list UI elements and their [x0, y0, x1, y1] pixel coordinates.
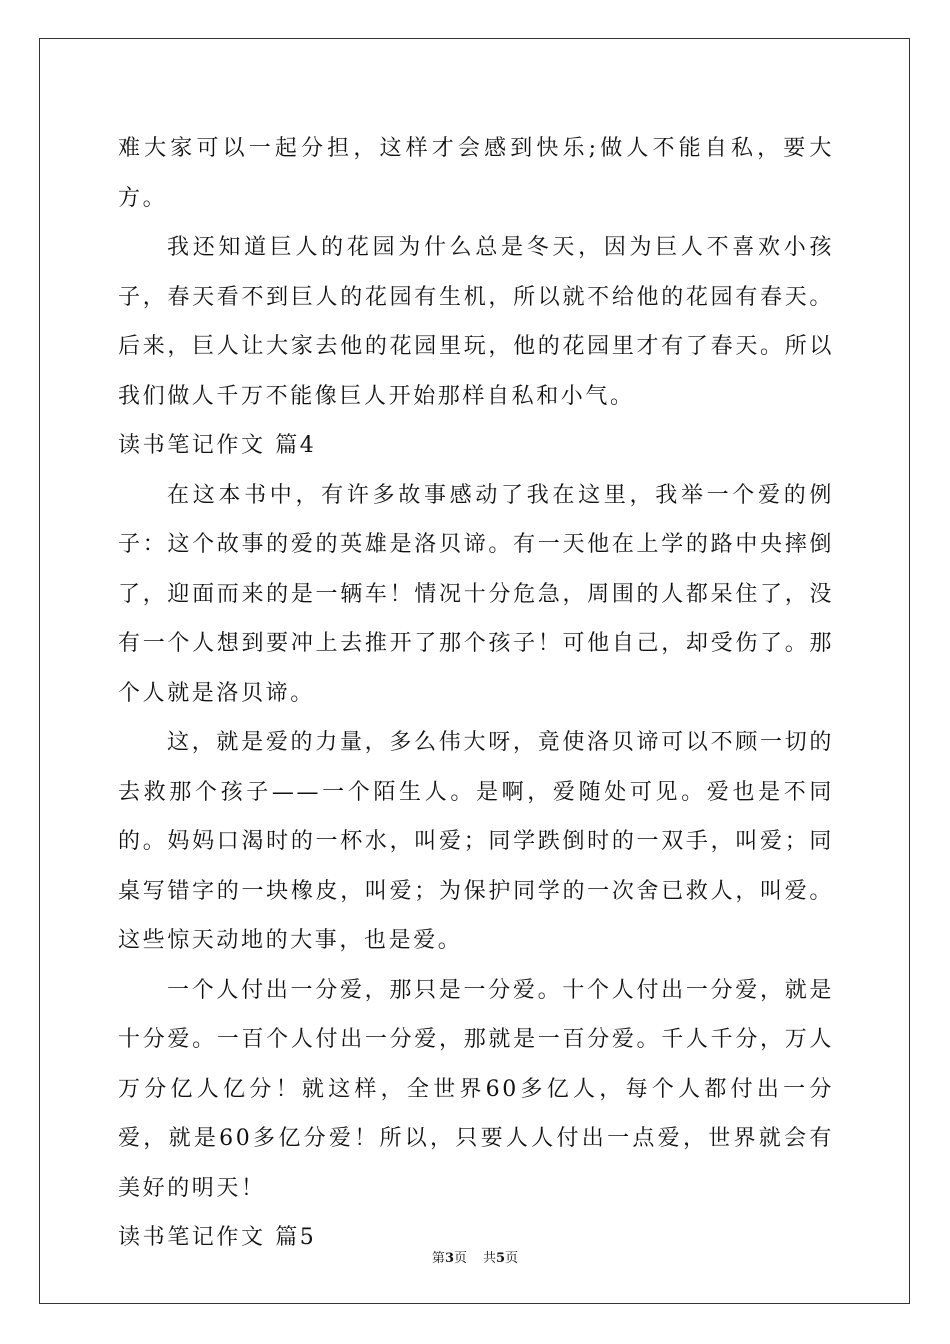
paragraph-5: 一个人付出一分爱，那只是一分爱。十个人付出一分爱，就是十分爱。一百个人付出一分爱，那就是一百分爱。千人千分，万人万分亿人亿分！就这样，全世界60多亿人，每个人都付出一分爱，就是60多亿分爱！所以，只要人人付出一点爱，世界就会有美好的明天！ — [118, 977, 834, 1201]
paragraph-3: 在这本书中，有许多故事感动了我在这里，我举一个爱的例子：这个故事的爱的英雄是洛贝谛。有一天他在上学的路中央摔倒了，迎面而来的是一辆车！情况十分危急，周围的人都呆住了，没有一个人想到要冲上去推开了那个孩子！可他自己，却受伤了。那个人就是洛贝谛。 — [118, 482, 834, 706]
footer-page-word: 页 — [453, 1251, 467, 1266]
page-footer — [0, 1247, 950, 1266]
paragraph-1: 难大家可以一起分担，这样才会感到快乐;做人不能自私，要大方。 — [118, 136, 834, 211]
footer-current-page: 3 — [444, 1251, 454, 1266]
footer-total-prefix: 共 — [483, 1251, 497, 1266]
footer-total-pages: 5 — [496, 1251, 506, 1266]
paragraph-4: 这，就是爱的力量，多么伟大呀，竟使洛贝谛可以不顾一切的去救那个孩子——一个陌生人。是啊，爱随处可见。爱也是不同的。妈妈口渴时的一杯水，叫爱；同学跌倒时的一双手，叫爱；同桌写错字的一块橡皮，叫爱；为保护同学的一次舍已救人，叫爱。这些惊天动地的大事，也是爱。 — [118, 730, 834, 953]
paragraph-2: 我还知道巨人的花园为什么总是冬天，因为巨人不喜欢小孩子，春天看不到巨人的花园有生机，所以就不给他的花园有春天。后来，巨人让大家去他的花园里玩，他的花园里才有了春天。所以我们做人千万不能像巨人开始那样自私和小气。 — [118, 235, 834, 409]
section-heading-4: 读书笔记作文 篇4 — [118, 433, 317, 458]
document-body — [118, 124, 834, 1263]
footer-total-suffix: 页 — [505, 1251, 519, 1266]
section-heading-5: 读书笔记作文 篇5 — [118, 1225, 317, 1250]
footer-prefix: 第 — [431, 1251, 445, 1266]
